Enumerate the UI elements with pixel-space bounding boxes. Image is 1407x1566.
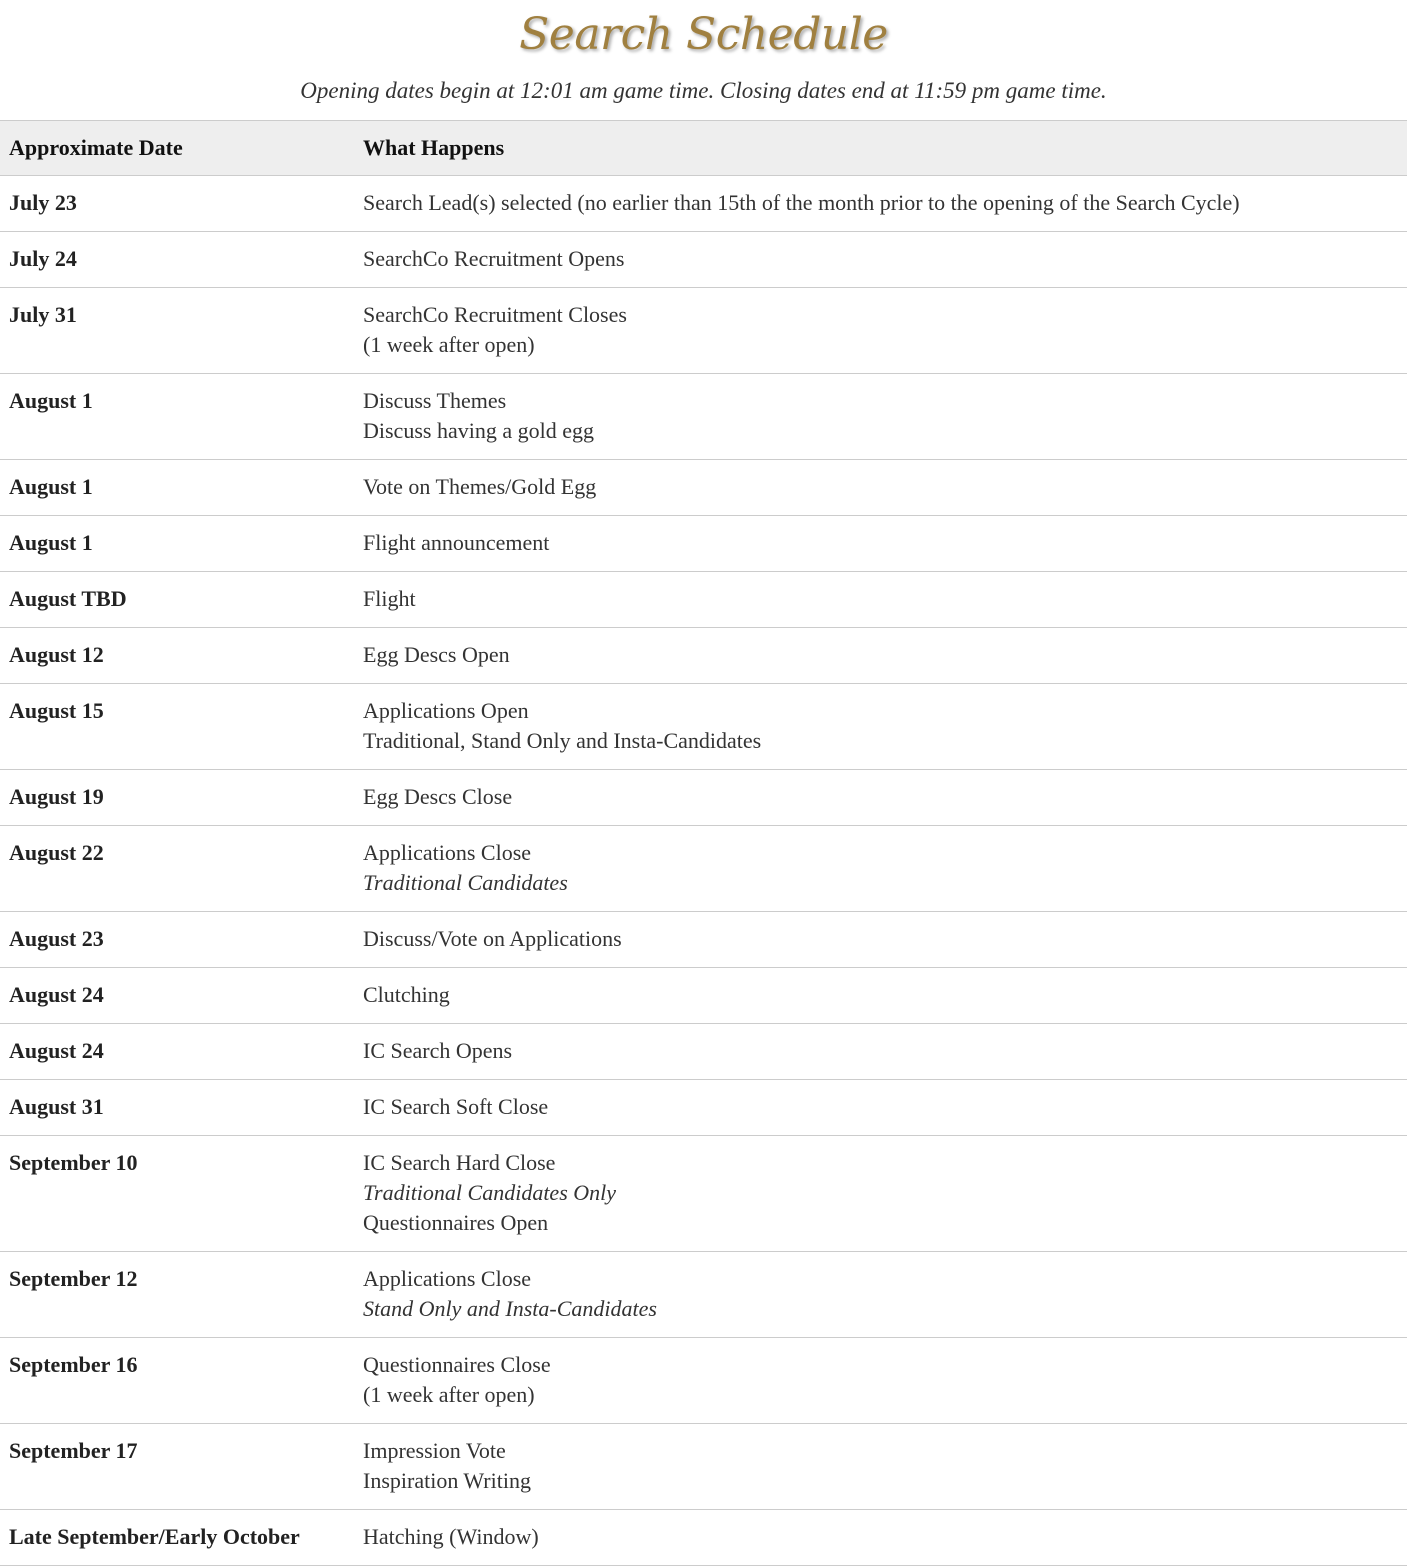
table-row: [0, 1252, 1407, 1338]
row-date: Late September/Early October: [9, 1524, 300, 1549]
row-description: [354, 1080, 1407, 1136]
description-line: Flight: [363, 586, 416, 611]
row-description: [354, 826, 1407, 912]
description-line: Discuss Themes: [363, 388, 507, 413]
row-date: August 12: [9, 642, 104, 667]
description-line: Egg Descs Open: [363, 642, 510, 667]
row-date: September 10: [9, 1150, 138, 1175]
table-row: [0, 968, 1407, 1024]
row-description: [354, 628, 1407, 684]
description-line: Flight announcement: [363, 530, 550, 555]
row-description: [354, 176, 1407, 232]
row-description: [354, 572, 1407, 628]
row-date: August 19: [9, 784, 104, 809]
table-row: [0, 1424, 1407, 1510]
table-row: [0, 572, 1407, 628]
description-line: (1 week after open): [363, 1382, 535, 1407]
row-date: August 24: [9, 982, 104, 1007]
description-line: Applications Close: [363, 840, 532, 865]
row-date: August 1: [9, 530, 93, 555]
row-date: July 24: [9, 246, 77, 271]
description-line: Discuss having a gold egg: [363, 418, 594, 443]
table-row: [0, 770, 1407, 826]
description-line: Traditional, Stand Only and Insta-Candidates: [363, 728, 762, 753]
table-row: [0, 460, 1407, 516]
description-line: Traditional Candidates Only: [363, 1180, 617, 1205]
row-date: September 12: [9, 1266, 138, 1291]
table-row: [0, 826, 1407, 912]
schedule-table-body: [0, 176, 1407, 1566]
description-line: SearchCo Recruitment Closes: [363, 302, 627, 327]
description-line: IC Search Soft Close: [363, 1094, 549, 1119]
description-line: Questionnaires Open: [363, 1210, 549, 1235]
row-description: [354, 912, 1407, 968]
table-row: [0, 232, 1407, 288]
description-line: IC Search Hard Close: [363, 1150, 556, 1175]
schedule-table-header: [0, 121, 1407, 176]
row-date: August 22: [9, 840, 104, 865]
table-row: [0, 1024, 1407, 1080]
column-header-what: What Happens: [363, 135, 505, 160]
row-date: August TBD: [9, 586, 127, 611]
table-row: [0, 912, 1407, 968]
description-line: IC Search Opens: [363, 1038, 513, 1063]
table-row: [0, 1136, 1407, 1252]
table-row: [0, 1080, 1407, 1136]
row-description: [354, 374, 1407, 460]
description-line: (1 week after open): [363, 332, 535, 357]
row-date: August 31: [9, 1094, 104, 1119]
page-subtitle: Opening dates begin at 12:01 am game time. Closing dates end at 11:59 pm game time.: [300, 78, 1107, 103]
table-row: [0, 288, 1407, 374]
row-date: July 23: [9, 190, 77, 215]
row-description: [354, 684, 1407, 770]
table-row: [0, 1510, 1407, 1566]
row-date: September 17: [9, 1438, 138, 1463]
description-line: Clutching: [363, 982, 450, 1007]
description-line: Hatching (Window): [363, 1524, 539, 1549]
table-row: [0, 1338, 1407, 1424]
row-date: August 1: [9, 388, 93, 413]
description-line: Egg Descs Close: [363, 784, 513, 809]
row-date: August 24: [9, 1038, 104, 1063]
table-row: [0, 628, 1407, 684]
row-date: August 15: [9, 698, 104, 723]
row-date: July 31: [9, 302, 77, 327]
row-date: September 16: [9, 1352, 138, 1377]
table-row: [0, 684, 1407, 770]
description-line: Inspiration Writing: [363, 1468, 531, 1493]
description-line: Discuss/Vote on Applications: [363, 926, 622, 951]
table-row: [0, 374, 1407, 460]
table-row: [0, 516, 1407, 572]
table-row: [0, 176, 1407, 232]
row-description: [354, 516, 1407, 572]
row-description: [354, 1252, 1407, 1338]
description-line: Traditional Candidates: [363, 870, 568, 895]
column-header-date: Approximate Date: [9, 135, 183, 160]
row-date: August 23: [9, 926, 104, 951]
description-line: Vote on Themes/Gold Egg: [363, 474, 597, 499]
header-row: [0, 121, 1407, 176]
description-line: Search Lead(s) selected (no earlier than 15th of the month prior to the opening of the Search Cycle): [363, 190, 1240, 215]
row-description: [354, 1136, 1407, 1252]
description-line: Stand Only and Insta-Candidates: [363, 1296, 657, 1321]
description-line: Questionnaires Close: [363, 1352, 551, 1377]
row-description: [354, 1510, 1407, 1566]
description-line: SearchCo Recruitment Opens: [363, 246, 625, 271]
row-description: [354, 770, 1407, 826]
row-description: [354, 1424, 1407, 1510]
row-description: [354, 1338, 1407, 1424]
row-description: [354, 460, 1407, 516]
row-description: [354, 288, 1407, 374]
row-description: [354, 232, 1407, 288]
page-title: Search Schedule: [519, 9, 888, 60]
description-line: Impression Vote: [363, 1438, 506, 1463]
row-date: August 1: [9, 474, 93, 499]
description-line: Applications Open: [363, 698, 529, 723]
description-line: Applications Close: [363, 1266, 532, 1291]
row-description: [354, 1024, 1407, 1080]
schedule-table: [0, 120, 1407, 1566]
row-description: [354, 968, 1407, 1024]
